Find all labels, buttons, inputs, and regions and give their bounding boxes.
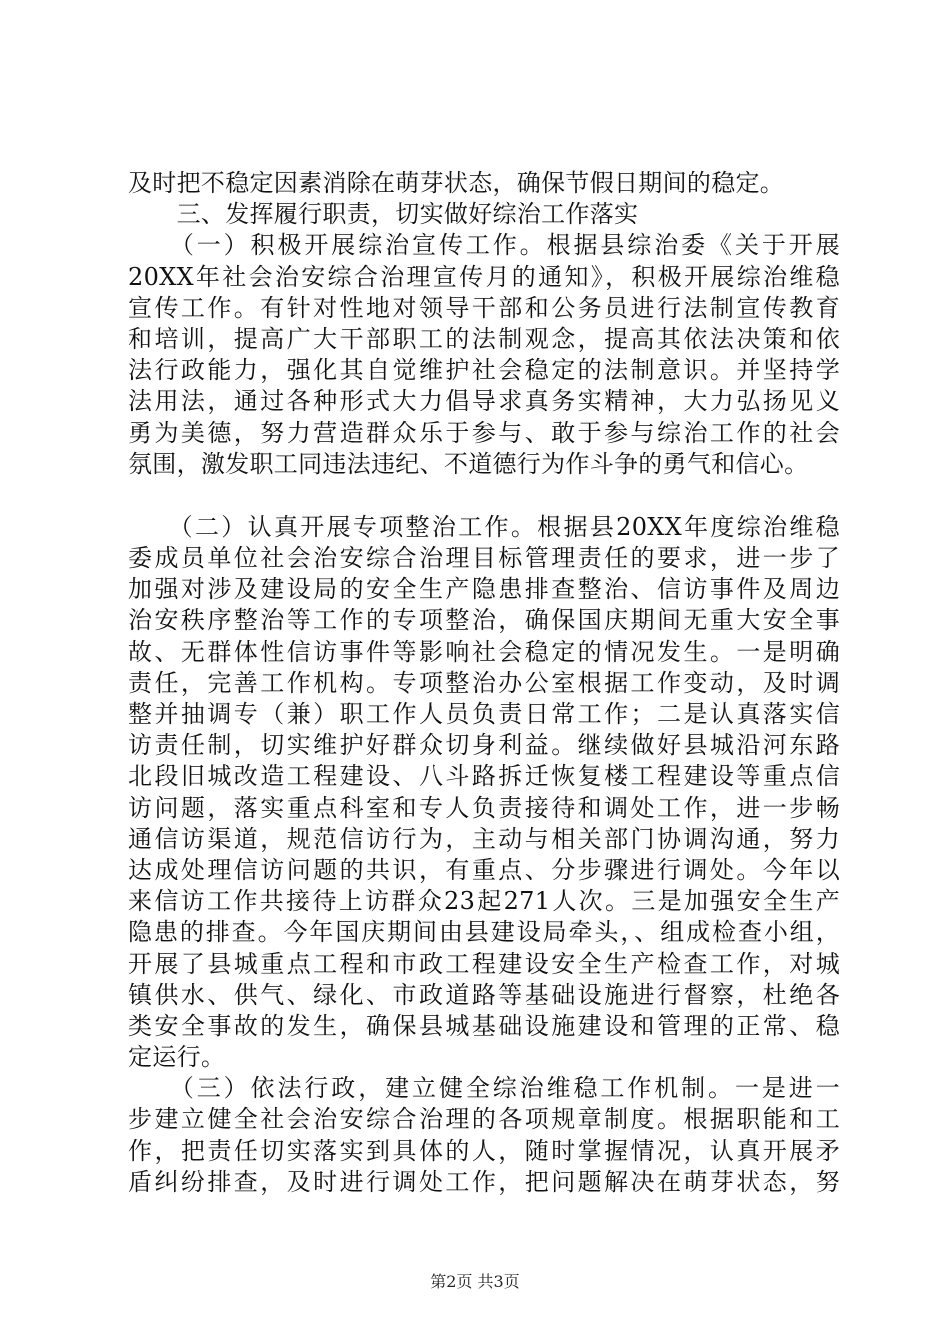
text-line: 北段旧城改造工程建设、八斗路拆迁恢复楼工程建设等重点信 <box>128 762 840 791</box>
text-line: 作，把责任切实落实到具体的人，随时掌握情况，认真开展矛 <box>128 1136 840 1165</box>
text-line: 访责任制，切实维护好群众切身利益。继续做好县城沿河东路 <box>128 731 840 760</box>
paragraph-spacer <box>128 480 840 512</box>
text-line: 勇为美德，努力营造群众乐于参与、敢于参与综治工作的社会 <box>128 418 840 447</box>
text-line: 来信访工作共接待上访群众23起271人次。三是加强安全生产 <box>128 887 840 916</box>
text-line: （三）依法行政，建立健全综治维稳工作机制。一是进一 <box>128 1074 840 1103</box>
text-line: 定运行。 <box>128 1043 226 1072</box>
text-line: 盾纠纷排查，及时进行调处工作，把问题解决在萌芽状态，努 <box>128 1167 840 1196</box>
text-line: 开展了县城重点工程和市政工程建设安全生产检查工作，对城 <box>128 949 840 978</box>
text-line: 通信访渠道，规范信访行为，主动与相关部门协调沟通，努力 <box>128 824 840 853</box>
continuation <box>128 168 840 199</box>
text-line: （二）认真开展专项整治工作。根据县20XX年度综治维稳 <box>128 512 840 541</box>
text-line: 法用法，通过各种形式大力倡导求真务实精神，大力弘扬见义 <box>128 387 840 416</box>
text-line: 类安全事故的发生，确保县城基础设施建设和管理的正常、稳 <box>128 1011 840 1040</box>
text-line: 法行政能力，强化其自觉维护社会稳定的法制意识。并坚持学 <box>128 356 840 385</box>
text-line: 及时把不稳定因素消除在萌芽状态，确保节假日期间的稳定。 <box>128 169 785 197</box>
text-line: 三、发挥履行职责，切实做好综治工作落实 <box>128 200 639 229</box>
text-line: 治安秩序整治等工作的专项整治，确保国庆期间无重大安全事 <box>128 606 840 635</box>
text-line: 加强对涉及建设局的安全生产隐患排查整治、信访事件及周边 <box>128 575 840 604</box>
text-line: 隐患的排查。今年国庆期间由县建设局牵头，、组成检查小组， <box>128 918 840 947</box>
text-line: 整并抽调专（兼）职工作人员负责日常工作；二是认真落实信 <box>128 700 840 728</box>
text-line: （一）积极开展综治宣传工作。根据县综治委《关于开展 <box>128 231 840 260</box>
paragraph-2 <box>128 512 840 1073</box>
paragraph-3 <box>128 1073 840 1198</box>
text-line: 故、无群体性信访事件等影响社会稳定的情况发生。一是明确 <box>128 637 840 666</box>
text-line: 责任，完善工作机构。专项整治办公室根据工作变动，及时调 <box>128 668 840 697</box>
text-line: 20XX年社会治安综合治理宣传月的通知》，积极开展综治维稳 <box>128 262 840 291</box>
text-line: 访问题，落实重点科室和专人负责接待和调处工作，进一步畅 <box>128 793 840 822</box>
text-line: 氛围，激发职工同违法违纪、不道德行为作斗争的勇气和信心。 <box>128 449 809 478</box>
paragraph-1 <box>128 230 840 480</box>
page-footer: 第2页 共3页 <box>430 1272 520 1291</box>
text-line: 达成处理信访问题的共识，有重点、分步骤进行调处。今年以 <box>128 855 840 884</box>
section-heading <box>128 199 840 230</box>
text-line: 步建立健全社会治安综合治理的各项规章制度。根据职能和工 <box>128 1105 840 1134</box>
text-line: 镇供水、供气、绿化、市政道路等基础设施进行督察，杜绝各 <box>128 980 840 1009</box>
text-line: 委成员单位社会治安综合治理目标管理责任的要求，进一步了 <box>128 544 840 573</box>
document-body <box>128 168 840 1198</box>
text-line: 和培训，提高广大干部职工的法制观念，提高其依法决策和依 <box>128 324 840 353</box>
text-line: 宣传工作。有针对性地对领导干部和公务员进行法制宣传教育 <box>128 293 840 322</box>
